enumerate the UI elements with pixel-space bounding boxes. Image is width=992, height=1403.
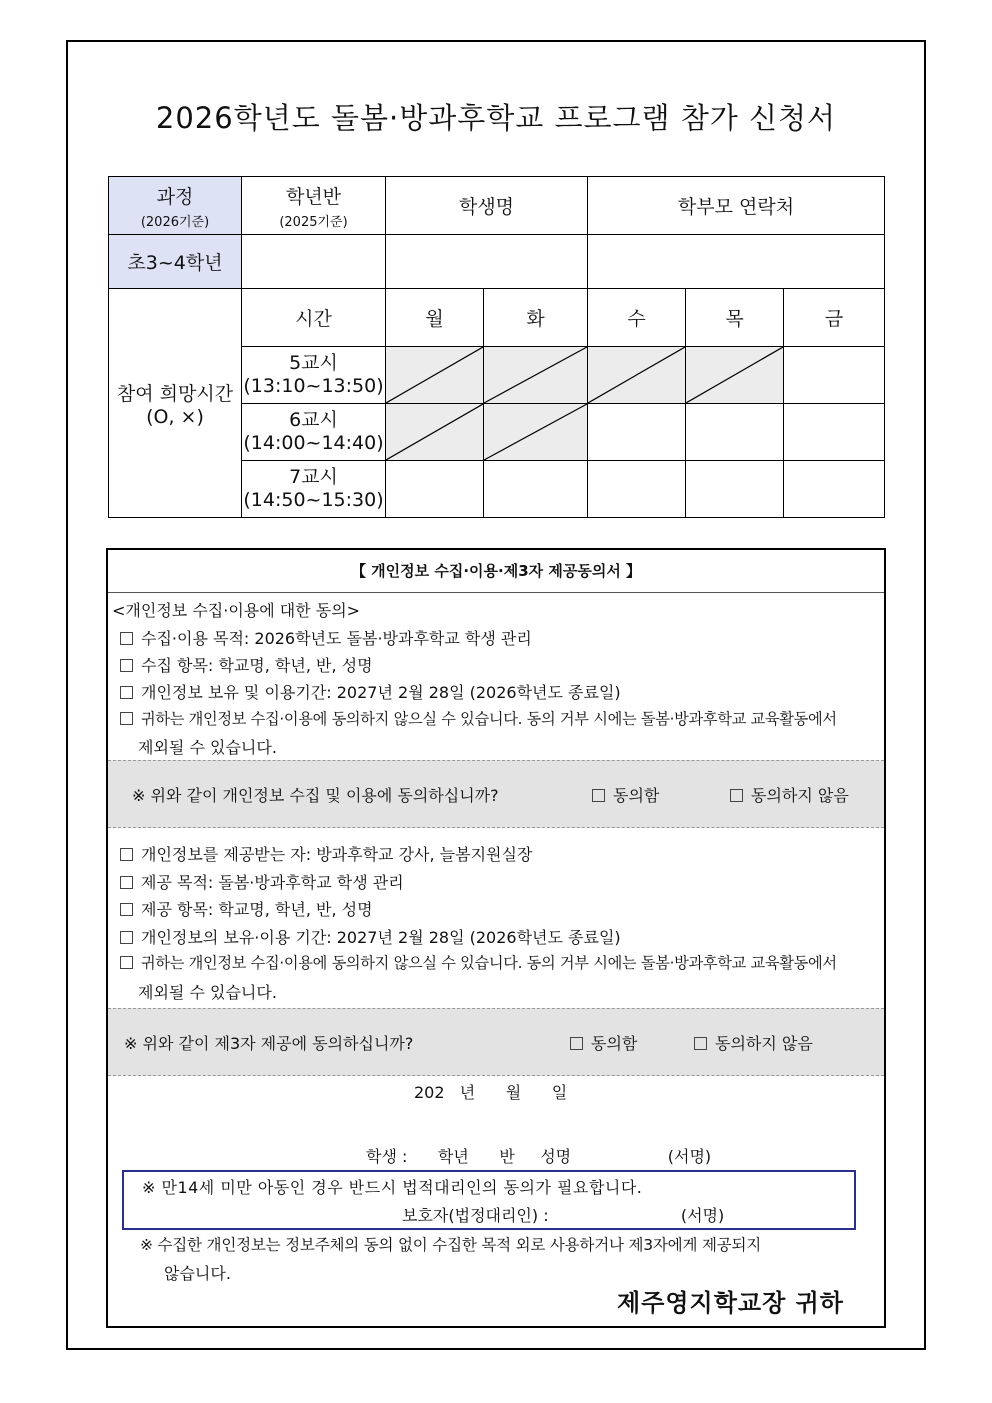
list-item: 제공 목적: 돌봄·방과후학교 학생 관리 bbox=[120, 870, 404, 893]
consent-heading: 【 개인정보 수집·이용·제3자 제공동의서 】 bbox=[108, 550, 884, 593]
disagree-option-2[interactable]: 동의하지 않음 bbox=[694, 1031, 813, 1054]
usage-notice: ※ 수집한 개인정보는 정보주체의 동의 없이 수집한 목적 외로 사용하거나 제3자에게 제공되지 bbox=[140, 1236, 762, 1254]
cell-unavailable bbox=[386, 404, 484, 461]
checkbox-icon bbox=[120, 659, 133, 672]
cell-fri-6[interactable] bbox=[784, 404, 885, 461]
disagree-option-1[interactable]: 동의하지 않음 bbox=[730, 783, 849, 806]
grade-class-header: 학년반 (2025기준) bbox=[242, 177, 386, 235]
day-header-thu: 목 bbox=[686, 289, 784, 347]
consent-question-1 bbox=[108, 760, 884, 828]
list-item: 귀하는 개인정보 수집·이용에 동의하지 않으실 수 있습니다. 동의 거부 시에는 돌봄·방과후학교 교육활동에서 bbox=[120, 708, 837, 729]
cell-fri-7[interactable] bbox=[784, 461, 885, 518]
checkbox-icon bbox=[120, 931, 133, 944]
date-line[interactable]: 202 년 월 일 bbox=[414, 1083, 568, 1102]
question-text: ※ 위와 같이 제3자 제공에 동의하십니까? bbox=[124, 1034, 414, 1053]
cell-unavailable bbox=[484, 404, 588, 461]
consent-form bbox=[106, 548, 886, 1328]
parent-contact-input[interactable] bbox=[588, 235, 885, 289]
parent-contact-header: 학부모 연락처 bbox=[588, 177, 885, 235]
student-signature[interactable]: 학생 : 학년 반 성명 (서명) bbox=[366, 1147, 712, 1166]
list-item-cont: 제외될 수 있습니다. bbox=[138, 983, 277, 1002]
period-5: 5교시 (13:10~13:50) bbox=[242, 347, 386, 404]
cell-wed-6[interactable] bbox=[588, 404, 686, 461]
cell-unavailable bbox=[686, 347, 784, 404]
course-header: 과정 (2026기준) bbox=[109, 177, 242, 235]
period-7: 7교시 (14:50~15:30) bbox=[242, 461, 386, 518]
list-item: 귀하는 개인정보 수집·이용에 동의하지 않으실 수 있습니다. 동의 거부 시에는 돌봄·방과후학교 교육활동에서 bbox=[120, 952, 837, 973]
minor-notice: ※ 만14세 미만 아동인 경우 반드시 법적대리인의 동의가 필요합니다. bbox=[142, 1178, 643, 1197]
application-table bbox=[108, 176, 885, 518]
list-item: 제공 항목: 학교명, 학년, 반, 성명 bbox=[120, 897, 373, 920]
checkbox-icon bbox=[120, 632, 133, 645]
cell-thu-7[interactable] bbox=[686, 461, 784, 518]
checkbox-icon[interactable] bbox=[694, 1037, 707, 1050]
student-name-input[interactable] bbox=[386, 235, 588, 289]
agree-option-1[interactable]: 동의함 bbox=[592, 783, 659, 806]
list-item: 개인정보의 보유·이용 기간: 2027년 2월 28일 (2026학년도 종료일) bbox=[120, 925, 621, 948]
checkbox-icon bbox=[120, 686, 133, 699]
grade-class-input[interactable] bbox=[242, 235, 386, 289]
cell-unavailable bbox=[386, 347, 484, 404]
participation-label: 참여 희망시간 (O, ×) bbox=[109, 289, 242, 518]
list-item: 개인정보를 제공받는 자: 방과후학교 강사, 늘봄지원실장 bbox=[120, 842, 532, 865]
cell-fri-5[interactable] bbox=[784, 347, 885, 404]
checkbox-icon bbox=[120, 956, 133, 969]
day-header-fri: 금 bbox=[784, 289, 885, 347]
cell-mon-7[interactable] bbox=[386, 461, 484, 518]
checkbox-icon[interactable] bbox=[570, 1037, 583, 1050]
cell-wed-7[interactable] bbox=[588, 461, 686, 518]
minor-notice-box bbox=[122, 1170, 856, 1230]
cell-unavailable bbox=[588, 347, 686, 404]
cell-thu-6[interactable] bbox=[686, 404, 784, 461]
list-item-cont: 제외될 수 있습니다. bbox=[138, 738, 277, 757]
section1-title: <개인정보 수집·이용에 대한 동의> bbox=[112, 601, 361, 620]
day-header-time: 시간 bbox=[242, 289, 386, 347]
page-title: 2026학년도 돌봄·방과후학교 프로그램 참가 신청서 bbox=[155, 101, 837, 135]
consent-question-2 bbox=[108, 1008, 884, 1076]
cell-unavailable bbox=[484, 347, 588, 404]
list-item: 수집 항목: 학교명, 학년, 반, 성명 bbox=[120, 653, 373, 676]
usage-notice-cont: 않습니다. bbox=[164, 1264, 231, 1283]
checkbox-icon bbox=[120, 903, 133, 916]
checkbox-icon[interactable] bbox=[730, 789, 743, 802]
guardian-signature[interactable]: 보호자(법정대리인) : (서명) bbox=[402, 1206, 725, 1225]
principal-addressee: 제주영지학교장 귀하 bbox=[616, 1288, 844, 1317]
day-header-wed: 수 bbox=[588, 289, 686, 347]
checkbox-icon[interactable] bbox=[592, 789, 605, 802]
checkbox-icon bbox=[120, 712, 133, 725]
period-6: 6교시 (14:00~14:40) bbox=[242, 404, 386, 461]
checkbox-icon bbox=[120, 848, 133, 861]
student-name-header: 학생명 bbox=[386, 177, 588, 235]
list-item: 수집·이용 목적: 2026학년도 돌봄·방과후학교 학생 관리 bbox=[120, 626, 532, 649]
question-text: ※ 위와 같이 개인정보 수집 및 이용에 동의하십니까? bbox=[132, 786, 499, 805]
cell-tue-7[interactable] bbox=[484, 461, 588, 518]
day-header-tue: 화 bbox=[484, 289, 588, 347]
list-item: 개인정보 보유 및 이용기간: 2027년 2월 28일 (2026학년도 종료일) bbox=[120, 680, 621, 703]
checkbox-icon bbox=[120, 876, 133, 889]
day-header-mon: 월 bbox=[386, 289, 484, 347]
agree-option-2[interactable]: 동의함 bbox=[570, 1031, 637, 1054]
course-value: 초3~4학년 bbox=[109, 235, 242, 289]
